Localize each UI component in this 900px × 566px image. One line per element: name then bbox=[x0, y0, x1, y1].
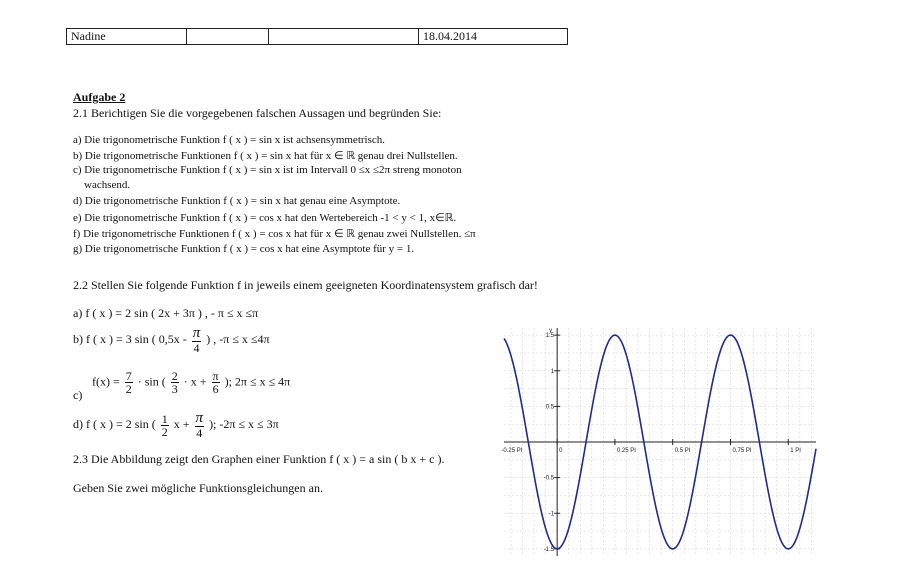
frac-num: π bbox=[212, 369, 219, 383]
header-cell-3 bbox=[269, 29, 419, 44]
intro-2-1: 2.1 Berichtigen Sie die vorgegebenen falschen Aussagen und begründen Sie: bbox=[73, 106, 442, 120]
y-tick-label: 0.5 bbox=[545, 404, 555, 411]
function-d-frac2 bbox=[195, 411, 205, 439]
statement-e: e) Die trigonometrische Funktion f ( x ) = cos x hat den Wertebereich -1 < y < 1, x∈ℝ. bbox=[73, 212, 457, 224]
function-d-prefix: d) f ( x ) = 2 sin ( bbox=[73, 416, 156, 431]
function-c-frac1 bbox=[125, 370, 133, 395]
frac-den: 3 bbox=[171, 382, 178, 396]
frac-num: π bbox=[195, 410, 204, 426]
function-b-suffix: ) , -π ≤ x ≤4π bbox=[206, 331, 270, 346]
header-cell-2 bbox=[187, 29, 269, 44]
frac-den: 4 bbox=[196, 426, 203, 440]
statement-b: b) Die trigonometrische Funktionen f ( x ) = sin x hat für x ∈ ℝ genau drei Nullstellen. bbox=[73, 150, 458, 162]
task-title: Aufgabe 2 bbox=[73, 90, 126, 104]
function-d bbox=[73, 411, 279, 439]
frac-num: 2 bbox=[171, 369, 178, 383]
y-tick-label: -0.5 bbox=[543, 475, 555, 482]
x-tick-label: 0.5 PI bbox=[674, 448, 691, 454]
statement-f: f) Die trigonometrische Funktionen f ( x ) = cos x hat für x ∈ ℝ genau zwei Nullstellen. ≤π bbox=[73, 228, 476, 240]
frac-num: 7 bbox=[125, 369, 132, 383]
function-b-fraction bbox=[192, 326, 202, 354]
y-tick-label: 1.5 bbox=[545, 333, 555, 340]
function-d-mid: x + bbox=[173, 416, 190, 431]
header-cell-name: Nadine bbox=[67, 29, 187, 44]
statement-d: d) Die trigonometrische Funktion f ( x ) = sin x hat genau eine Asymptote. bbox=[73, 195, 401, 207]
x-tick-label: 0.75 PI bbox=[732, 448, 752, 454]
frac-num: 1 bbox=[161, 411, 168, 426]
statement-g: g) Die trigonometrische Funktion f ( x ) = cos x hat eine Asymptote für y = 1. bbox=[73, 243, 415, 255]
function-c-suffix: ); 2π ≤ x ≤ 4π bbox=[224, 374, 291, 389]
task-2-3: Geben Sie zwei mögliche Funktionsgleichungen an. bbox=[73, 481, 323, 495]
y-axis-label: y bbox=[549, 328, 553, 334]
header-table bbox=[66, 28, 568, 45]
function-a: a) f ( x ) = 2 sin ( 2x + 3π ) , - π ≤ x ≤π bbox=[73, 306, 259, 320]
function-d-frac1 bbox=[161, 413, 169, 438]
y-tick-label: -1 bbox=[548, 511, 555, 518]
function-c-mid2: · x + bbox=[183, 374, 207, 389]
function-c-frac2 bbox=[171, 370, 179, 395]
frac-den: 4 bbox=[193, 341, 200, 355]
x-tick-label: -0.25 PI bbox=[501, 448, 523, 454]
intro-2-3: 2.3 Die Abbildung zeigt den Graphen einer Funktion f ( x ) = a sin ( b x + c ). bbox=[73, 452, 445, 466]
function-graph bbox=[500, 322, 820, 562]
statement-a: a) Die trigonometrische Funktion f ( x ) = sin x ist achsensymmetrisch. bbox=[73, 134, 386, 146]
frac-den: 6 bbox=[212, 382, 219, 396]
statement-c-cont: wachsend. bbox=[84, 179, 131, 191]
function-d-suffix: ); -2π ≤ x ≤ 3π bbox=[209, 416, 279, 431]
function-c-lhs: f(x) = bbox=[92, 374, 120, 389]
y-tick-label: 1 bbox=[550, 368, 555, 375]
frac-den: 2 bbox=[161, 424, 168, 439]
function-c-mid1: · sin ( bbox=[137, 374, 166, 389]
function-c-label: c) bbox=[73, 388, 83, 402]
function-b bbox=[73, 326, 270, 354]
x-tick-label: 0.25 PI bbox=[616, 448, 636, 454]
x-tick-label: 0 bbox=[559, 448, 563, 454]
function-c bbox=[92, 370, 290, 395]
x-tick-label: 1 PI bbox=[790, 448, 801, 454]
intro-2-2: 2.2 Stellen Sie folgende Funktion f in jeweils einem geeigneten Koordinatensystem grafisch dar! bbox=[73, 278, 538, 292]
statement-c: c) Die trigonometrische Funktion f ( x ) = sin x ist im Intervall 0 ≤x ≤2π streng monoton bbox=[73, 164, 462, 176]
function-c-frac3 bbox=[212, 370, 220, 395]
header-cell-date: 18.04.2014 bbox=[423, 29, 477, 43]
frac-num: π bbox=[192, 325, 201, 341]
y-tick-label: -1.5 bbox=[543, 546, 555, 553]
frac-den: 2 bbox=[125, 382, 132, 396]
function-b-prefix: b) f ( x ) = 3 sin ( 0,5x - bbox=[73, 331, 187, 346]
